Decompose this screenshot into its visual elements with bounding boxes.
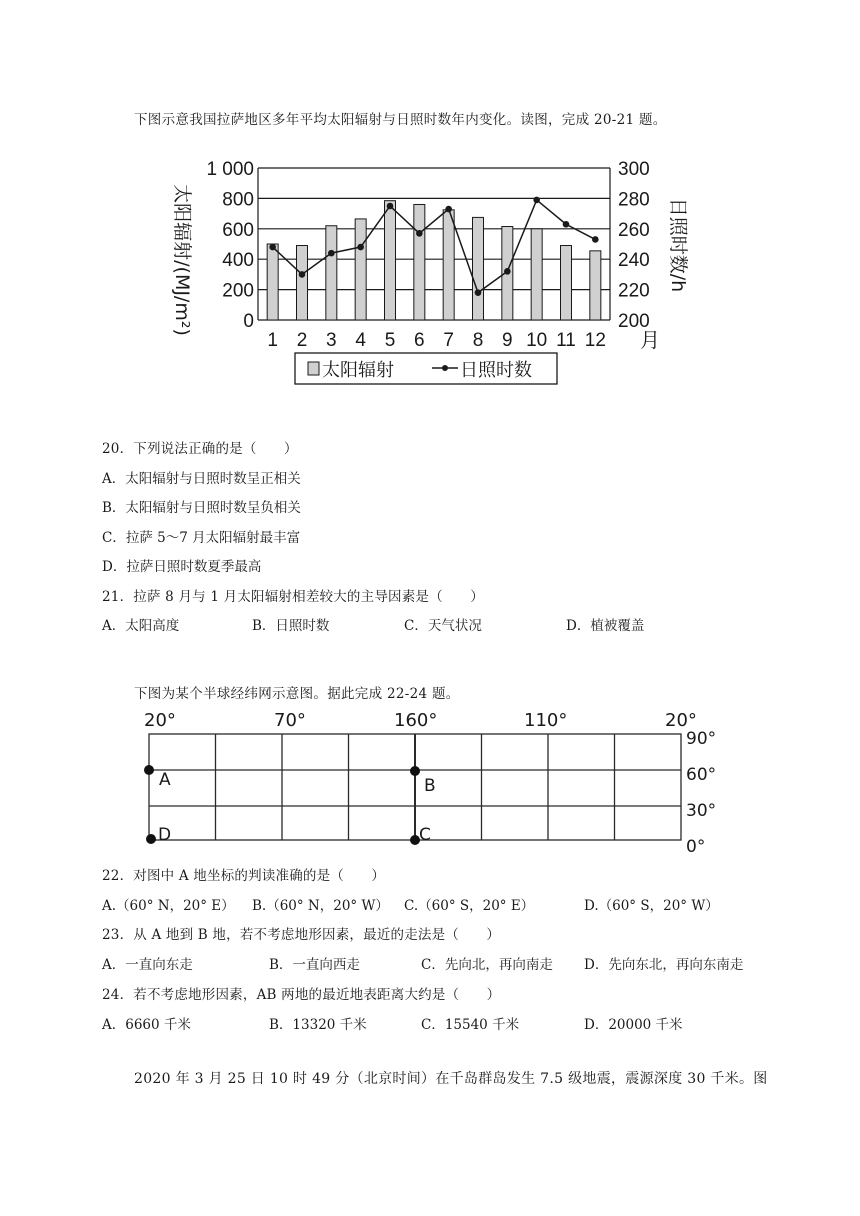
radiation-bar <box>355 219 366 320</box>
q24-option-b[interactable]: B．13320 千米 <box>269 1017 367 1033</box>
sunshine-point <box>328 250 335 257</box>
sunshine-point <box>416 230 423 237</box>
radiation-bar <box>443 210 454 320</box>
q20-stem: 20．下列说法正确的是（ ） <box>102 441 298 457</box>
q24-stem: 24．若不考虑地形因素，AB 两地的最近地表距离大约是（ ） <box>102 987 501 1003</box>
point-b-marker <box>410 766 420 776</box>
left-axis-label: 太阳辐射/(MJ/m²) <box>171 184 193 336</box>
q24-option-a[interactable]: A．6660 千米 <box>102 1017 191 1033</box>
q23-option-a[interactable]: A．一直向东走 <box>102 957 193 973</box>
sunshine-point <box>299 271 306 278</box>
left-tick-label: 200 <box>222 280 254 302</box>
radiation-bar <box>473 217 484 320</box>
x-tick-label: 1 <box>267 330 278 351</box>
legend-line-marker <box>442 365 448 371</box>
x-tick-label: 3 <box>326 330 337 351</box>
x-tick-label: 10 <box>526 330 548 351</box>
x-tick-label: 5 <box>384 330 396 351</box>
radiation-bar <box>531 229 542 320</box>
radiation-bar <box>590 251 601 320</box>
sunshine-point <box>445 206 452 213</box>
q22-option-a[interactable]: A.（60° N，20° E） <box>102 898 235 914</box>
point-d-marker <box>146 834 156 844</box>
graticule-diagram <box>140 706 730 856</box>
radiation-bar <box>326 226 337 320</box>
point-a-marker <box>144 765 154 775</box>
legend-sunshine: 日照时数 <box>460 360 532 381</box>
q23-stem: 23．从 A 地到 B 地，若不考虑地形因素，最近的走法是（ ） <box>102 927 501 943</box>
right-tick-label: 280 <box>618 189 650 211</box>
point-b-label: B <box>424 776 436 796</box>
x-unit-label: 月 <box>640 328 660 352</box>
lon-label-3: 160° <box>394 710 438 731</box>
left-tick-label: 1 000 <box>206 159 254 180</box>
left-tick-label: 800 <box>222 189 254 211</box>
point-d-label: D <box>158 825 172 845</box>
q22-option-d[interactable]: D.（60° S，20° W） <box>584 898 719 914</box>
q23-option-b[interactable]: B．一直向西走 <box>269 957 360 973</box>
lon-label-5: 20° <box>665 710 697 731</box>
sunshine-point <box>533 197 540 204</box>
sunshine-point <box>563 221 570 228</box>
q20-option-b[interactable]: B．太阳辐射与日照时数呈负相关 <box>102 500 301 516</box>
left-tick-label: 0 <box>243 311 254 332</box>
right-tick-label: 300 <box>618 159 650 180</box>
sunshine-point <box>592 236 599 243</box>
q21-option-c[interactable]: C．天气状况 <box>404 618 482 634</box>
radiation-bar <box>561 246 572 320</box>
q24-option-c[interactable]: C．15540 千米 <box>421 1017 520 1033</box>
q22-option-c[interactable]: C.（60° S，20° E） <box>404 898 535 914</box>
q22-stem: 22．对图中 A 地坐标的判读准确的是（ ） <box>102 868 386 884</box>
legend-radiation: 太阳辐射 <box>322 360 394 381</box>
sunshine-line <box>273 200 596 293</box>
x-tick-label: 4 <box>355 330 366 351</box>
x-tick-label: 2 <box>296 330 308 351</box>
q21-stem: 21．拉萨 8 月与 1 月太阳辐射相差较大的主导因素是（ ） <box>102 589 484 605</box>
radiation-bar <box>267 244 278 320</box>
lat-label-30: 30° <box>686 801 717 821</box>
point-a-label: A <box>159 770 171 790</box>
x-tick-label: 12 <box>584 330 606 351</box>
q23-option-d[interactable]: D．先向东北，再向东南走 <box>584 957 744 973</box>
sunshine-point <box>504 268 511 275</box>
right-tick-label: 240 <box>618 250 650 272</box>
q20-option-d[interactable]: D．拉萨日照时数夏季最高 <box>102 559 262 575</box>
sunshine-point <box>475 289 482 296</box>
radiation-bar <box>297 246 308 320</box>
radiation-bar <box>385 201 396 320</box>
sunshine-point <box>387 203 394 210</box>
q21-option-d[interactable]: D．植被覆盖 <box>566 618 645 634</box>
x-tick-label: 9 <box>502 330 513 351</box>
x-tick-label: 8 <box>472 330 484 351</box>
intro-text-1: 下图示意我国拉萨地区多年平均太阳辐射与日照时数年内变化。读图，完成 20-21 题。 <box>134 112 667 128</box>
q21-option-a[interactable]: A．太阳高度 <box>102 618 180 634</box>
q21-option-b[interactable]: B．日照时数 <box>252 618 330 634</box>
legend-bar-swatch <box>308 362 319 375</box>
x-tick-label: 6 <box>414 330 425 351</box>
radiation-bar <box>414 204 425 320</box>
x-tick-label: 11 <box>556 330 576 351</box>
q20-option-a[interactable]: A．太阳辐射与日照时数呈正相关 <box>102 471 301 487</box>
lon-label-2: 70° <box>274 710 306 731</box>
right-axis-label: 日照时数/h <box>667 197 689 293</box>
left-tick-label: 600 <box>222 219 254 241</box>
sunshine-point <box>357 244 364 251</box>
q20-option-c[interactable]: C．拉萨 5～7 月太阳辐射最丰富 <box>102 530 301 546</box>
lon-label-4: 110° <box>524 710 568 731</box>
solar-radiation-chart <box>160 150 700 390</box>
intro-text-2: 下图为某个半球经纬网示意图。据此完成 22-24 题。 <box>134 686 460 702</box>
right-tick-label: 220 <box>618 280 650 302</box>
lat-label-90: 90° <box>686 729 717 749</box>
lon-label-1: 20° <box>144 710 176 731</box>
right-tick-label: 200 <box>618 311 650 332</box>
right-tick-label: 260 <box>618 219 650 241</box>
left-tick-label: 400 <box>222 250 254 272</box>
point-c-label: C <box>419 825 431 845</box>
x-tick-label: 7 <box>443 330 454 351</box>
lat-label-60: 60° <box>686 765 717 785</box>
q22-option-b[interactable]: B.（60° N，20° W） <box>252 898 389 914</box>
q24-option-d[interactable]: D．20000 千米 <box>584 1017 683 1033</box>
sunshine-point <box>269 244 276 251</box>
q23-option-c[interactable]: C．先向北，再向南走 <box>421 957 553 973</box>
intro-text-3: 2020 年 3 月 25 日 10 时 49 分（北京时间）在千岛群岛发生 7.5 级地震，震源深度 30 千米。图 <box>134 1071 768 1087</box>
lat-label-0: 0° <box>686 837 706 856</box>
